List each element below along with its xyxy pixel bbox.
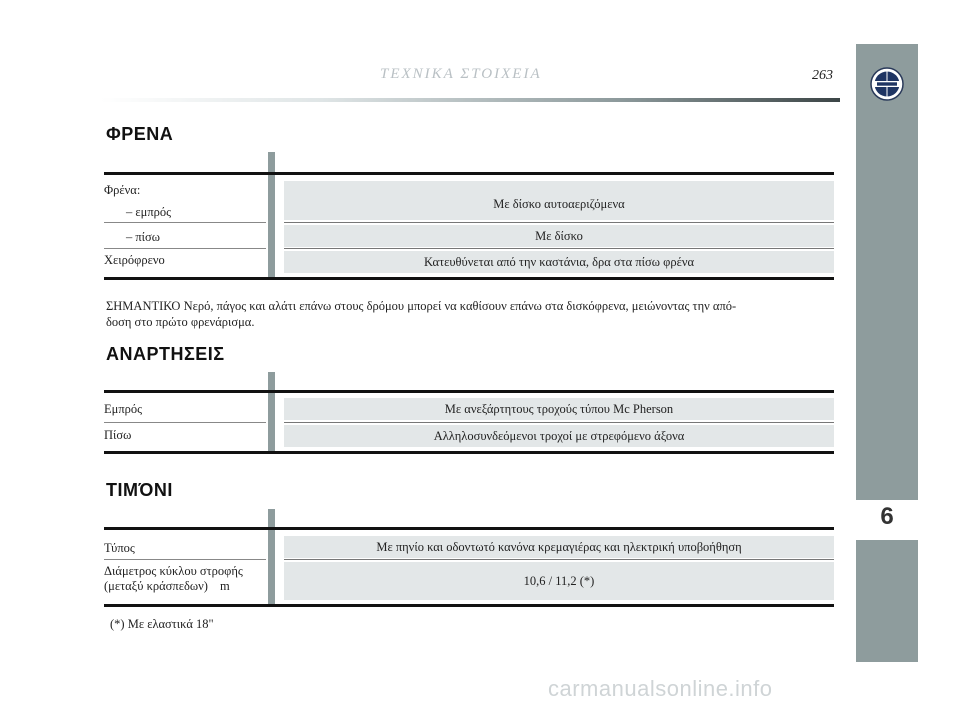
brakes-front-value: Με δίσκο αυτοαεριζόμενα bbox=[284, 181, 834, 220]
brakes-front-label: – εμπρός bbox=[126, 205, 172, 219]
row-divider bbox=[104, 248, 266, 249]
turning-circle-label-line: Διάμετρος κύκλου στροφής bbox=[104, 564, 243, 578]
row-divider bbox=[284, 559, 834, 560]
suspension-table bbox=[104, 372, 834, 456]
chapter-number: 6 bbox=[880, 503, 894, 530]
brakes-rear-value: Με δίσκο bbox=[284, 225, 834, 247]
chapter-side-tab bbox=[856, 44, 918, 662]
row-divider bbox=[104, 222, 266, 223]
steering-table bbox=[104, 509, 834, 609]
front-suspension-value: Με ανεξάρτητους τροχούς τύπου Mc Pherson bbox=[284, 398, 834, 420]
handbrake-value: Κατευθύνεται από την καστάνια, δρα στα πίσω φρένα bbox=[284, 251, 834, 273]
steering-type-label: Τύπος bbox=[104, 541, 135, 555]
row-divider bbox=[284, 422, 834, 423]
turning-circle-label-sub: (μεταξύ κράσπεδων) bbox=[104, 579, 208, 593]
brakes-important-note bbox=[106, 298, 836, 330]
steering-type-value: Με πηνίο και οδοντωτό κανόνα κρεμαγιέρας και ηλεκτρική υποβοήθηση bbox=[284, 536, 834, 558]
row-divider bbox=[284, 222, 834, 223]
brakes-section-title: ΦΡΕΝΑ bbox=[106, 124, 174, 144]
rear-suspension-value: Αλληλοσυνδεόμενοι τροχοί με στρεφόμενο άξονα bbox=[284, 425, 834, 447]
lancia-logo-icon bbox=[869, 66, 905, 102]
watermark: carmanualsonline.info bbox=[548, 676, 773, 701]
page-number: 263 bbox=[812, 68, 833, 83]
suspension-section-title: ΑΝΑΡΤΗΣΕΙΣ bbox=[106, 344, 225, 364]
turning-circle-label bbox=[104, 564, 266, 594]
table-bottom-rule bbox=[104, 277, 834, 280]
brakes-table bbox=[104, 152, 834, 282]
table-top-rule bbox=[104, 390, 834, 393]
table-column-divider bbox=[268, 372, 275, 454]
header-divider bbox=[100, 98, 840, 102]
table-bottom-rule bbox=[104, 451, 834, 454]
handbrake-label: Χειρόφρενο bbox=[104, 253, 165, 267]
table-top-rule bbox=[104, 172, 834, 175]
row-divider bbox=[104, 422, 266, 423]
footnote: (*) Με ελαστικά 18" bbox=[110, 617, 214, 631]
turning-circle-unit: m bbox=[220, 579, 230, 593]
row-divider bbox=[104, 559, 266, 560]
steering-section-title: ΤΙΜΌΝΙ bbox=[106, 480, 173, 500]
table-column-divider bbox=[268, 509, 275, 607]
running-header-title: ΤΕΧΝΙΚΑ ΣΤΟΙΧΕΙΑ bbox=[380, 66, 542, 82]
row-divider bbox=[284, 248, 834, 249]
turning-circle-value: 10,6 / 11,2 (*) bbox=[284, 562, 834, 600]
brakes-rear-label: – πίσω bbox=[126, 230, 161, 244]
brakes-group-label: Φρένα: bbox=[104, 183, 141, 197]
table-top-rule bbox=[104, 527, 834, 530]
note-line: δοση στο πρώτο φρενάρισμα. bbox=[106, 315, 255, 329]
turning-circle-label-line bbox=[104, 579, 266, 594]
table-bottom-rule bbox=[104, 604, 834, 607]
note-line: ΣΗΜΑΝΤΙΚΟ Νερό, πάγος και αλάτι επάνω στους δρόμου μπορεί να καθίσουν επάνω στα δισκόφρενα, μειώνοντας την από- bbox=[106, 299, 737, 313]
rear-suspension-label: Πίσω bbox=[104, 428, 132, 442]
front-suspension-label: Εμπρός bbox=[104, 402, 143, 416]
